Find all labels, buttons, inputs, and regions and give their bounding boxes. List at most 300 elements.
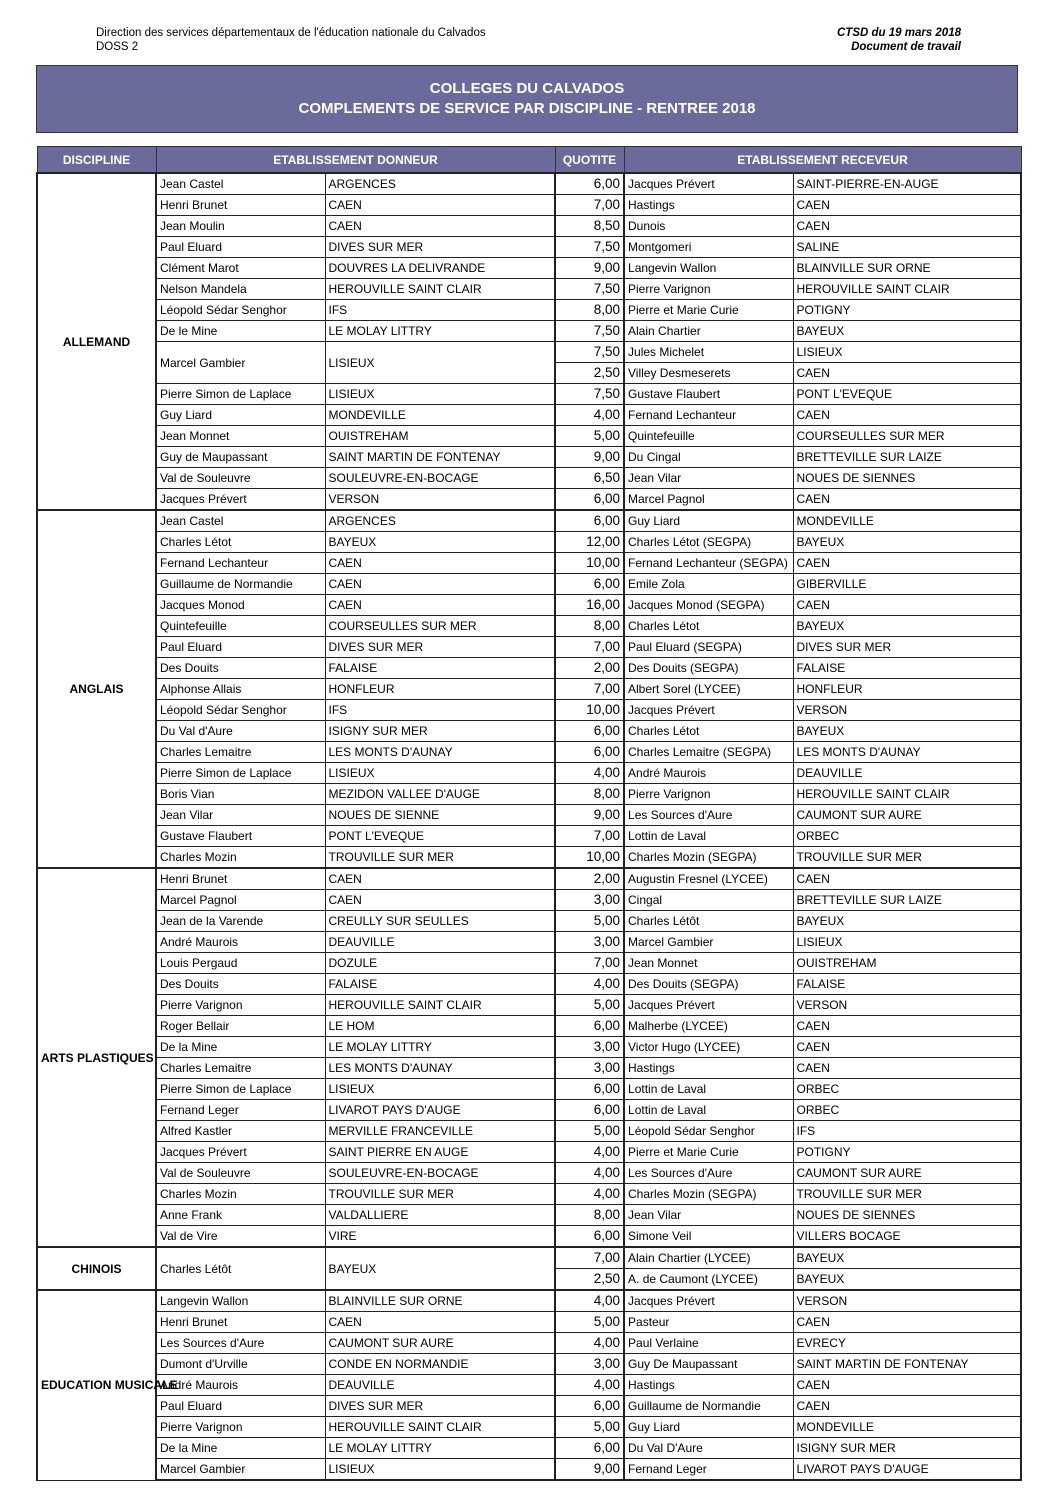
receveur-name-cell: Pierre et Marie Curie	[624, 1142, 793, 1163]
donneur-name-cell: Val de Souleuvre	[156, 1163, 325, 1184]
donneur-commune-cell: OUISTREHAM	[325, 426, 555, 447]
quotite-cell: 7,50	[555, 279, 624, 300]
donneur-name-cell: Alphonse Allais	[156, 679, 325, 700]
table-row	[37, 616, 1021, 637]
table-row	[37, 1184, 1021, 1205]
receveur-name-cell: Du Val D'Aure	[624, 1438, 793, 1459]
donneur-name-cell: Jean Moulin	[156, 216, 325, 237]
table-row	[37, 1459, 1021, 1481]
table-row	[37, 426, 1021, 447]
table-row	[37, 1079, 1021, 1100]
donneur-commune-cell: HONFLEUR	[325, 679, 555, 700]
donneur-commune-cell: MERVILLE FRANCEVILLE	[325, 1121, 555, 1142]
quotite-cell: 7,50	[555, 384, 624, 405]
receveur-commune-cell: PONT L'EVEQUE	[793, 384, 1021, 405]
quotite-cell: 4,00	[555, 763, 624, 784]
receveur-name-cell: Dunois	[624, 216, 793, 237]
receveur-name-cell: Paul Eluard (SEGPA)	[624, 637, 793, 658]
receveur-commune-cell: CAEN	[793, 363, 1021, 384]
receveur-commune-cell: HEROUVILLE SAINT CLAIR	[793, 784, 1021, 805]
quotite-cell: 7,50	[555, 237, 624, 258]
table-row	[37, 911, 1021, 932]
header-doc-type: Document de travail	[851, 41, 961, 53]
donneur-name-cell: Pierre Varignon	[156, 1417, 325, 1438]
col-header-quotite: QUOTITE	[555, 147, 624, 174]
receveur-name-cell: Villey Desmeserets	[624, 363, 793, 384]
receveur-name-cell: Guy Liard	[624, 510, 793, 532]
table-row	[37, 847, 1021, 869]
table-row	[37, 1354, 1021, 1375]
receveur-name-cell: Jean Vilar	[624, 1205, 793, 1226]
donneur-name-cell: Val de Souleuvre	[156, 468, 325, 489]
table-row	[37, 1417, 1021, 1438]
receveur-name-cell: Les Sources d'Aure	[624, 1163, 793, 1184]
receveur-commune-cell: BAYEUX	[793, 911, 1021, 932]
receveur-commune-cell: CAEN	[793, 1312, 1021, 1333]
donneur-commune-cell: MEZIDON VALLEE D'AUGE	[325, 784, 555, 805]
quotite-cell: 2,00	[555, 658, 624, 679]
donneur-name-cell: Pierre Simon de Laplace	[156, 1079, 325, 1100]
quotite-cell: 5,00	[555, 1417, 624, 1438]
quotite-cell: 4,00	[555, 1290, 624, 1312]
donneur-name-cell: Paul Eluard	[156, 1396, 325, 1417]
receveur-commune-cell: CAEN	[793, 1016, 1021, 1037]
receveur-commune-cell: DEAUVILLE	[793, 763, 1021, 784]
donneur-name-cell: Clément Marot	[156, 258, 325, 279]
donneur-commune-cell: VALDALLIERE	[325, 1205, 555, 1226]
receveur-commune-cell: SAINT-PIERRE-EN-AUGE	[793, 173, 1021, 195]
donneur-commune-cell: BAYEUX	[325, 1247, 555, 1290]
quotite-cell: 7,00	[555, 637, 624, 658]
donneur-name-cell: Jean Vilar	[156, 805, 325, 826]
receveur-commune-cell: TROUVILLE SUR MER	[793, 1184, 1021, 1205]
receveur-name-cell: Jacques Prévert	[624, 173, 793, 195]
table-row	[37, 1016, 1021, 1037]
receveur-commune-cell: ORBEC	[793, 1100, 1021, 1121]
table-row	[37, 826, 1021, 847]
donneur-commune-cell: LISIEUX	[325, 763, 555, 784]
quotite-cell: 8,00	[555, 300, 624, 321]
table-row	[37, 1247, 1021, 1269]
receveur-name-cell: Des Douits (SEGPA)	[624, 974, 793, 995]
donneur-name-cell: Henri Brunet	[156, 195, 325, 216]
donneur-commune-cell: CONDE EN NORMANDIE	[325, 1354, 555, 1375]
quotite-cell: 3,00	[555, 1037, 624, 1058]
table-row	[37, 1163, 1021, 1184]
table-row	[37, 447, 1021, 468]
receveur-commune-cell: BAYEUX	[793, 721, 1021, 742]
receveur-commune-cell: FALAISE	[793, 974, 1021, 995]
table-row	[37, 637, 1021, 658]
receveur-commune-cell: LIVAROT PAYS D'AUGE	[793, 1459, 1021, 1481]
receveur-name-cell: Hastings	[624, 1375, 793, 1396]
receveur-commune-cell: NOUES DE SIENNES	[793, 1205, 1021, 1226]
donneur-name-cell: Des Douits	[156, 974, 325, 995]
donneur-name-cell: Jean Castel	[156, 173, 325, 195]
donneur-name-cell: Jacques Monod	[156, 595, 325, 616]
donneur-commune-cell: LE MOLAY LITTRY	[325, 1037, 555, 1058]
receveur-name-cell: Victor Hugo (LYCEE)	[624, 1037, 793, 1058]
table-body	[37, 173, 1021, 1480]
receveur-name-cell: Simone Veil	[624, 1226, 793, 1248]
table-row	[37, 342, 1021, 363]
table-row	[37, 805, 1021, 826]
quotite-cell: 6,00	[555, 1100, 624, 1121]
title-banner	[36, 65, 1018, 133]
donneur-name-cell: Guy Liard	[156, 405, 325, 426]
table-row	[37, 574, 1021, 595]
donneur-name-cell: Marcel Gambier	[156, 342, 325, 384]
table-row	[37, 1226, 1021, 1248]
receveur-name-cell: Marcel Gambier	[624, 932, 793, 953]
receveur-name-cell: Lottin de Laval	[624, 1079, 793, 1100]
table-header-row	[37, 147, 1021, 174]
receveur-name-cell: Guillaume de Normandie	[624, 1396, 793, 1417]
quotite-cell: 4,00	[555, 1333, 624, 1354]
receveur-commune-cell: BRETTEVILLE SUR LAIZE	[793, 447, 1021, 468]
receveur-commune-cell: TROUVILLE SUR MER	[793, 847, 1021, 869]
table-row	[37, 953, 1021, 974]
donneur-commune-cell: DIVES SUR MER	[325, 237, 555, 258]
donneur-name-cell: Marcel Gambier	[156, 1459, 325, 1481]
receveur-name-cell: Lottin de Laval	[624, 826, 793, 847]
receveur-commune-cell: CAEN	[793, 1058, 1021, 1079]
receveur-commune-cell: POTIGNY	[793, 1142, 1021, 1163]
table-row	[37, 279, 1021, 300]
table-row	[37, 700, 1021, 721]
quotite-cell: 7,00	[555, 953, 624, 974]
header-right	[837, 26, 961, 54]
receveur-name-cell: Guy Liard	[624, 1417, 793, 1438]
col-header-receveur: ETABLISSEMENT RECEVEUR	[624, 147, 1021, 174]
receveur-commune-cell: HEROUVILLE SAINT CLAIR	[793, 279, 1021, 300]
donneur-name-cell: André Maurois	[156, 1375, 325, 1396]
table-row	[37, 321, 1021, 342]
quotite-cell: 10,00	[555, 700, 624, 721]
receveur-name-cell: Malherbe (LYCEE)	[624, 1016, 793, 1037]
receveur-name-cell: Jacques Prévert	[624, 1290, 793, 1312]
table-row	[37, 1375, 1021, 1396]
donneur-commune-cell: CAEN	[325, 553, 555, 574]
donneur-name-cell: Louis Pergaud	[156, 953, 325, 974]
receveur-commune-cell: CAEN	[793, 1375, 1021, 1396]
donneur-name-cell: Léopold Sédar Senghor	[156, 700, 325, 721]
donneur-commune-cell: VERSON	[325, 489, 555, 511]
quotite-cell: 6,00	[555, 1226, 624, 1248]
donneur-name-cell: Charles Létôt	[156, 1247, 325, 1290]
receveur-name-cell: Hastings	[624, 1058, 793, 1079]
quotite-cell: 7,00	[555, 1247, 624, 1269]
donneur-name-cell: Pierre Simon de Laplace	[156, 763, 325, 784]
table-row	[37, 890, 1021, 911]
donneur-name-cell: Les Sources d'Aure	[156, 1333, 325, 1354]
table-row	[37, 1205, 1021, 1226]
receveur-commune-cell: CAEN	[793, 216, 1021, 237]
receveur-commune-cell: LISIEUX	[793, 342, 1021, 363]
donneur-commune-cell: LISIEUX	[325, 384, 555, 405]
quotite-cell: 6,00	[555, 1396, 624, 1417]
receveur-commune-cell: VERSON	[793, 995, 1021, 1016]
receveur-commune-cell: DIVES SUR MER	[793, 637, 1021, 658]
receveur-commune-cell: ISIGNY SUR MER	[793, 1438, 1021, 1459]
donneur-name-cell: Fernand Leger	[156, 1100, 325, 1121]
receveur-name-cell: Lottin de Laval	[624, 1100, 793, 1121]
table-row	[37, 300, 1021, 321]
quotite-cell: 6,00	[555, 721, 624, 742]
receveur-name-cell: Hastings	[624, 195, 793, 216]
receveur-name-cell: Augustin Fresnel (LYCEE)	[624, 868, 793, 890]
receveur-name-cell: Pasteur	[624, 1312, 793, 1333]
donneur-commune-cell: ARGENCES	[325, 510, 555, 532]
receveur-commune-cell: CAEN	[793, 195, 1021, 216]
donneur-commune-cell: ISIGNY SUR MER	[325, 721, 555, 742]
donneur-commune-cell: CAEN	[325, 195, 555, 216]
receveur-name-cell: Alain Chartier	[624, 321, 793, 342]
receveur-commune-cell: BRETTEVILLE SUR LAIZE	[793, 890, 1021, 911]
receveur-name-cell: André Maurois	[624, 763, 793, 784]
table-row	[37, 763, 1021, 784]
receveur-name-cell: Paul Verlaine	[624, 1333, 793, 1354]
col-header-discipline: DISCIPLINE	[37, 147, 156, 174]
header-doss: DOSS 2	[96, 41, 139, 53]
quotite-cell: 9,00	[555, 805, 624, 826]
quotite-cell: 10,00	[555, 847, 624, 869]
donneur-commune-cell: DEAUVILLE	[325, 932, 555, 953]
table-row	[37, 784, 1021, 805]
receveur-commune-cell: BAYEUX	[793, 1269, 1021, 1291]
quotite-cell: 9,00	[555, 447, 624, 468]
quotite-cell: 2,00	[555, 868, 624, 890]
quotite-cell: 3,00	[555, 1354, 624, 1375]
receveur-commune-cell: BAYEUX	[793, 321, 1021, 342]
donneur-commune-cell: LISIEUX	[325, 1459, 555, 1481]
receveur-name-cell: A. de Caumont (LYCEE)	[624, 1269, 793, 1291]
receveur-commune-cell: LES MONTS D'AUNAY	[793, 742, 1021, 763]
donneur-name-cell: Val de Vire	[156, 1226, 325, 1248]
donneur-commune-cell: LE HOM	[325, 1016, 555, 1037]
quotite-cell: 3,00	[555, 932, 624, 953]
quotite-cell: 6,00	[555, 173, 624, 195]
receveur-name-cell: Charles Mozin (SEGPA)	[624, 847, 793, 869]
table-row	[37, 679, 1021, 700]
receveur-commune-cell: FALAISE	[793, 658, 1021, 679]
receveur-name-cell: Cingal	[624, 890, 793, 911]
quotite-cell: 4,00	[555, 1184, 624, 1205]
donneur-name-cell: Roger Bellair	[156, 1016, 325, 1037]
title-line2: COMPLEMENTS DE SERVICE PAR DISCIPLINE - RENTREE 2018	[298, 100, 756, 117]
donneur-name-cell: Charles Lemaitre	[156, 742, 325, 763]
receveur-name-cell: Jacques Monod (SEGPA)	[624, 595, 793, 616]
quotite-cell: 5,00	[555, 995, 624, 1016]
donneur-name-cell: Paul Eluard	[156, 237, 325, 258]
quotite-cell: 6,00	[555, 742, 624, 763]
quotite-cell: 7,00	[555, 826, 624, 847]
receveur-commune-cell: COURSEULLES SUR MER	[793, 426, 1021, 447]
receveur-commune-cell: ORBEC	[793, 1079, 1021, 1100]
table-row	[37, 1121, 1021, 1142]
receveur-commune-cell: CAUMONT SUR AURE	[793, 1163, 1021, 1184]
receveur-name-cell: Charles Létot	[624, 721, 793, 742]
donneur-name-cell: Henri Brunet	[156, 868, 325, 890]
quotite-cell: 4,00	[555, 405, 624, 426]
donneur-commune-cell: HEROUVILLE SAINT CLAIR	[325, 1417, 555, 1438]
quotite-cell: 5,00	[555, 1121, 624, 1142]
donneur-commune-cell: LES MONTS D'AUNAY	[325, 742, 555, 763]
donneur-commune-cell: CAUMONT SUR AURE	[325, 1333, 555, 1354]
donneur-name-cell: Fernand Lechanteur	[156, 553, 325, 574]
donneur-commune-cell: SOULEUVRE-EN-BOCAGE	[325, 1163, 555, 1184]
table-row	[37, 1438, 1021, 1459]
donneur-commune-cell: LIVAROT PAYS D'AUGE	[325, 1100, 555, 1121]
receveur-name-cell: Jacques Prévert	[624, 700, 793, 721]
table-row	[37, 1333, 1021, 1354]
donneur-commune-cell: IFS	[325, 700, 555, 721]
donneur-name-cell: Charles Mozin	[156, 847, 325, 869]
receveur-name-cell: Alain Chartier (LYCEE)	[624, 1247, 793, 1269]
donneur-name-cell: Henri Brunet	[156, 1312, 325, 1333]
receveur-commune-cell: CAEN	[793, 489, 1021, 511]
quotite-cell: 7,50	[555, 342, 624, 363]
quotite-cell: 6,00	[555, 1016, 624, 1037]
donneur-name-cell: Guy de Maupassant	[156, 447, 325, 468]
receveur-commune-cell: SAINT MARTIN DE FONTENAY	[793, 1354, 1021, 1375]
donneur-name-cell: Boris Vian	[156, 784, 325, 805]
receveur-name-cell: Jean Vilar	[624, 468, 793, 489]
quotite-cell: 4,00	[555, 1375, 624, 1396]
quotite-cell: 8,00	[555, 784, 624, 805]
quotite-cell: 6,00	[555, 1438, 624, 1459]
table-row	[37, 237, 1021, 258]
donneur-commune-cell: DIVES SUR MER	[325, 1396, 555, 1417]
donneur-commune-cell: SAINT MARTIN DE FONTENAY	[325, 447, 555, 468]
receveur-commune-cell: CAEN	[793, 595, 1021, 616]
donneur-name-cell: Des Douits	[156, 658, 325, 679]
donneur-commune-cell: TROUVILLE SUR MER	[325, 847, 555, 869]
receveur-name-cell: Charles Létôt	[624, 911, 793, 932]
donneur-commune-cell: FALAISE	[325, 658, 555, 679]
donneur-commune-cell: LES MONTS D'AUNAY	[325, 1058, 555, 1079]
donneur-name-cell: Léopold Sédar Senghor	[156, 300, 325, 321]
donneur-commune-cell: CAEN	[325, 595, 555, 616]
quotite-cell: 4,00	[555, 1163, 624, 1184]
donneur-name-cell: Nelson Mandela	[156, 279, 325, 300]
receveur-commune-cell: VERSON	[793, 700, 1021, 721]
table-row	[37, 974, 1021, 995]
donneur-commune-cell: FALAISE	[325, 974, 555, 995]
receveur-commune-cell: HONFLEUR	[793, 679, 1021, 700]
donneur-name-cell: Dumont d'Urville	[156, 1354, 325, 1375]
receveur-commune-cell: CAEN	[793, 553, 1021, 574]
table-row	[37, 995, 1021, 1016]
receveur-commune-cell: BAYEUX	[793, 1247, 1021, 1269]
donneur-commune-cell: DOZULE	[325, 953, 555, 974]
donneur-commune-cell: LISIEUX	[325, 342, 555, 384]
donneur-commune-cell: SOULEUVRE-EN-BOCAGE	[325, 468, 555, 489]
donneur-name-cell: Paul Eluard	[156, 637, 325, 658]
quotite-cell: 4,00	[555, 1142, 624, 1163]
quotite-cell: 2,50	[555, 1269, 624, 1291]
quotite-cell: 12,00	[555, 532, 624, 553]
receveur-name-cell: Guy De Maupassant	[624, 1354, 793, 1375]
donneur-name-cell: Pierre Varignon	[156, 995, 325, 1016]
donneur-commune-cell: COURSEULLES SUR MER	[325, 616, 555, 637]
receveur-name-cell: Fernand Lechanteur	[624, 405, 793, 426]
receveur-commune-cell: VERSON	[793, 1290, 1021, 1312]
receveur-name-cell: Du Cingal	[624, 447, 793, 468]
receveur-name-cell: Charles Létot (SEGPA)	[624, 532, 793, 553]
donneur-name-cell: Jean Monnet	[156, 426, 325, 447]
receveur-name-cell: Léopold Sédar Senghor	[624, 1121, 793, 1142]
table-row	[37, 868, 1021, 890]
donneur-commune-cell: LISIEUX	[325, 1079, 555, 1100]
receveur-name-cell: Pierre Varignon	[624, 279, 793, 300]
quotite-cell: 16,00	[555, 595, 624, 616]
receveur-commune-cell: SALINE	[793, 237, 1021, 258]
donneur-commune-cell: CREULLY SUR SEULLES	[325, 911, 555, 932]
donneur-name-cell: Jean de la Varende	[156, 911, 325, 932]
quotite-cell: 6,00	[555, 510, 624, 532]
donneur-commune-cell: HEROUVILLE SAINT CLAIR	[325, 995, 555, 1016]
table-row	[37, 742, 1021, 763]
complements-table	[36, 146, 1022, 1481]
quotite-cell: 6,00	[555, 489, 624, 511]
donneur-name-cell: De la Mine	[156, 1438, 325, 1459]
quotite-cell: 3,00	[555, 1058, 624, 1079]
quotite-cell: 7,00	[555, 679, 624, 700]
donneur-name-cell: Jacques Prévert	[156, 1142, 325, 1163]
receveur-name-cell: Pierre et Marie Curie	[624, 300, 793, 321]
receveur-name-cell: Jules Michelet	[624, 342, 793, 363]
donneur-commune-cell: PONT L'EVEQUE	[325, 826, 555, 847]
table-row	[37, 658, 1021, 679]
donneur-commune-cell: CAEN	[325, 868, 555, 890]
receveur-commune-cell: VILLERS BOCAGE	[793, 1226, 1021, 1248]
donneur-name-cell: Pierre Simon de Laplace	[156, 384, 325, 405]
receveur-commune-cell: MONDEVILLE	[793, 1417, 1021, 1438]
table-row	[37, 195, 1021, 216]
donneur-name-cell: Quintefeuille	[156, 616, 325, 637]
donneur-name-cell: Langevin Wallon	[156, 1290, 325, 1312]
header-organisation: Direction des services départementaux de l'éducation nationale du Calvados	[96, 27, 486, 39]
donneur-name-cell: Charles Lemaitre	[156, 1058, 325, 1079]
donneur-commune-cell: LE MOLAY LITTRY	[325, 321, 555, 342]
donneur-name-cell: Charles Mozin	[156, 1184, 325, 1205]
title-line1: COLLEGES DU CALVADOS	[429, 80, 625, 97]
quotite-cell: 10,00	[555, 553, 624, 574]
quotite-cell: 8,50	[555, 216, 624, 237]
table-row	[37, 216, 1021, 237]
receveur-commune-cell: CAEN	[793, 868, 1021, 890]
quotite-cell: 9,00	[555, 1459, 624, 1481]
quotite-cell: 3,00	[555, 890, 624, 911]
donneur-name-cell: Marcel Pagnol	[156, 890, 325, 911]
table-row	[37, 384, 1021, 405]
donneur-name-cell: Jacques Prévert	[156, 489, 325, 511]
quotite-cell: 7,00	[555, 195, 624, 216]
receveur-commune-cell: LISIEUX	[793, 932, 1021, 953]
receveur-name-cell: Gustave Flaubert	[624, 384, 793, 405]
receveur-name-cell: Jacques Prévert	[624, 995, 793, 1016]
discipline-cell: ALLEMAND	[37, 173, 156, 510]
receveur-name-cell: Marcel Pagnol	[624, 489, 793, 511]
donneur-commune-cell: CAEN	[325, 216, 555, 237]
receveur-name-cell: Emile Zola	[624, 574, 793, 595]
donneur-commune-cell: IFS	[325, 300, 555, 321]
receveur-name-cell: Langevin Wallon	[624, 258, 793, 279]
receveur-commune-cell: POTIGNY	[793, 300, 1021, 321]
discipline-cell: ANGLAIS	[37, 510, 156, 868]
table-row	[37, 932, 1021, 953]
